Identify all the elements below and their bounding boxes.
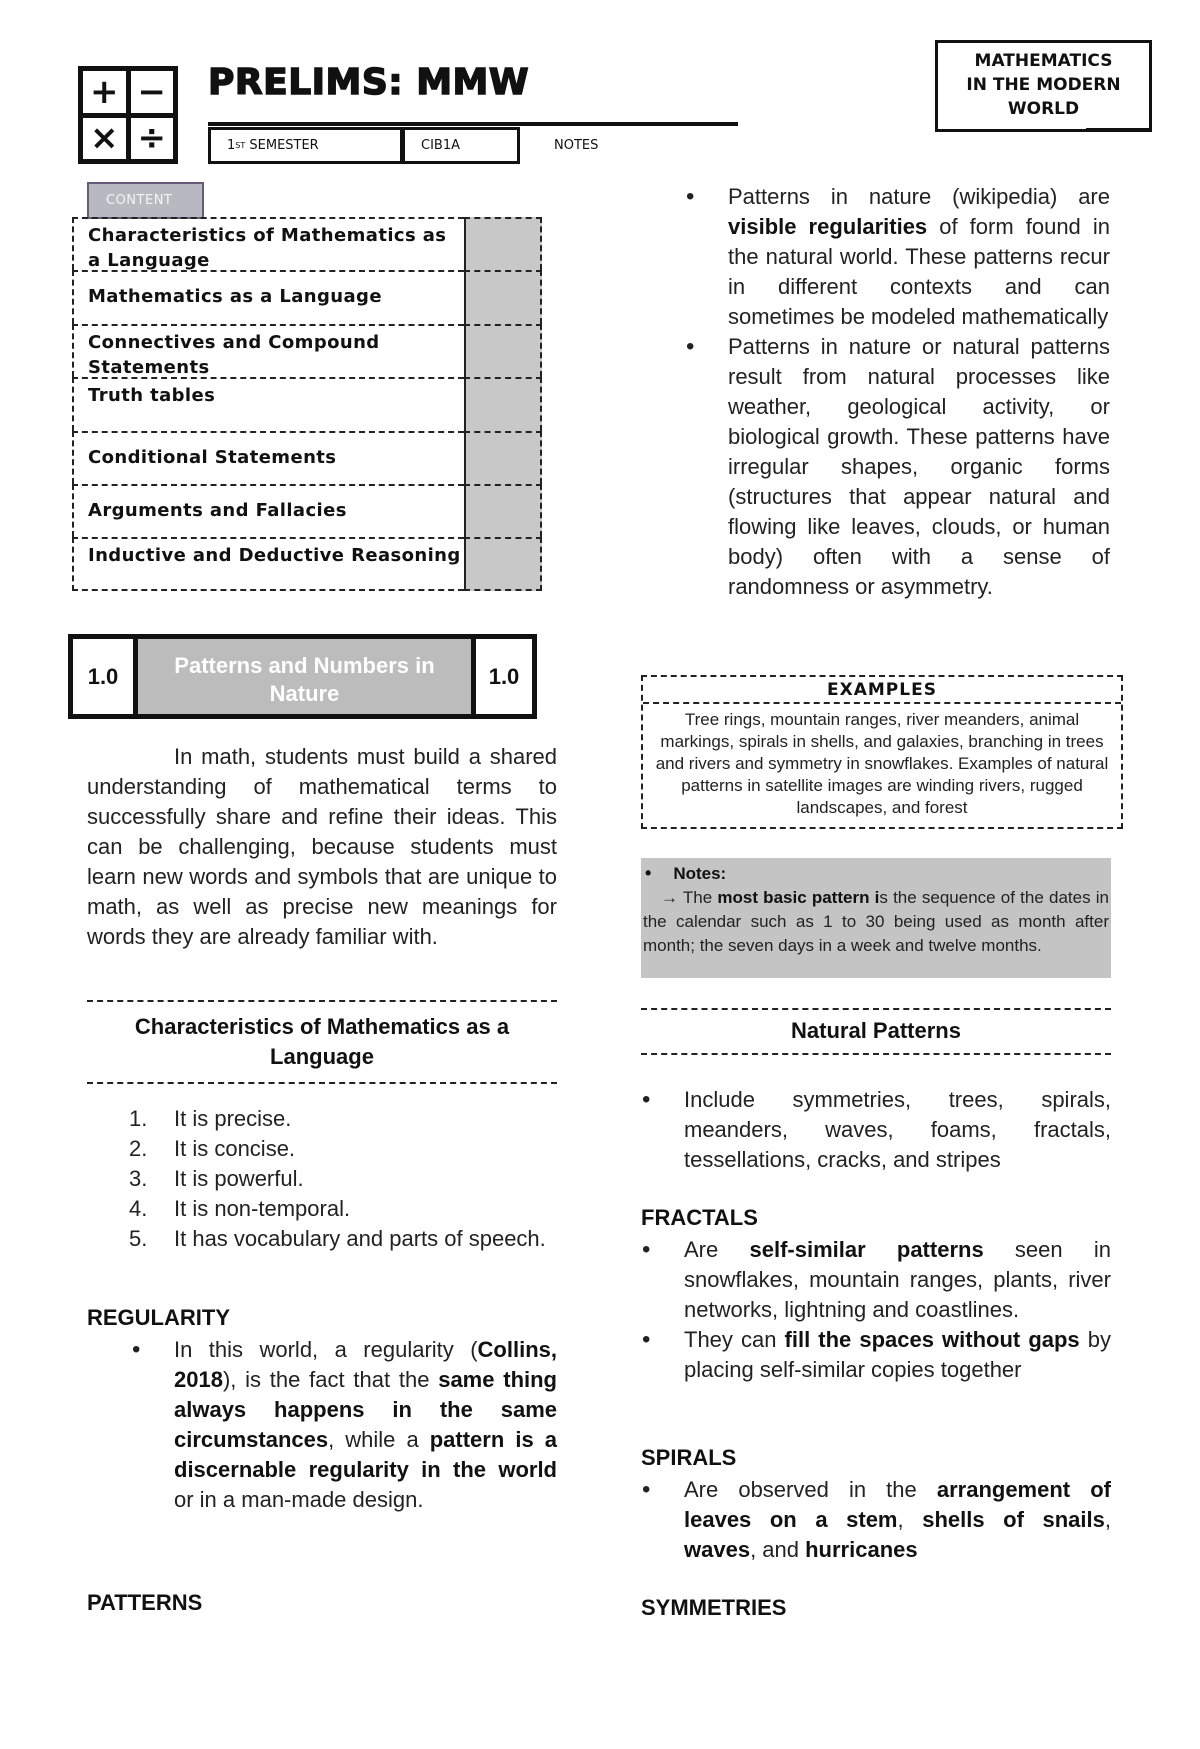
bold-run: waves [684,1537,751,1562]
characteristics-list [129,1104,557,1254]
list-item [129,1104,557,1134]
subject-box [935,40,1152,132]
text-run: Patterns in nature (wikipedia) are [728,184,1110,209]
notes-box [641,858,1111,978]
meta-bar [208,127,670,164]
list-item-text: It is concise. [174,1136,296,1161]
text-run: Are [684,1237,750,1262]
section-number-left: 1.0 [73,639,133,714]
subject-line: WORLD [1007,99,1080,119]
toc-row [72,537,542,590]
list-item [129,1164,557,1194]
list-number: 2. [129,1136,148,1161]
text-run: , while a [328,1427,430,1452]
toc-item: Inductive and Deductive Reasoning [72,537,464,590]
title-divider [208,122,738,126]
toc-check-box [464,484,542,537]
toc-item: Connectives and Compound Statements [72,324,464,377]
spirals-list [684,1475,1111,1565]
semester-word: SEMESTER [245,138,319,153]
plus-icon: + [83,71,126,113]
fractals-list [684,1235,1111,1385]
text-run: or in a man-made design. [174,1487,424,1512]
bold-run: pattern is a discernable regularity in the world [174,1427,557,1482]
list-item [728,182,1110,332]
text-run: Patterns in nature or natural patterns result from natural processes like weather, geological activity, or biological growth. These patterns have irregular shapes, organic forms (structures that appear natural and flowing like leaves, clouds, or human body) often with a sense of randomness or asymmetry. [728,334,1110,599]
bold-run: Collins, 2018 [174,1337,557,1392]
list-item: • Include symmetries, trees, spirals, meanders, waves, foams, fractals, tessellations, cracks, and stripes [684,1085,1111,1175]
list-item [174,1335,557,1515]
toc-check-box [464,431,542,484]
text-run: of form found in the natural world. These patterns recur in different contexts and can sometimes be modeled mathematically [728,214,1110,329]
toc-item: Characteristics of Mathematics as a Language [72,217,464,270]
bullet-icon: • [645,863,652,883]
section-label: CIB1A [403,127,520,164]
spirals-heading: SPIRALS [641,1445,737,1470]
section-number-right: 1.0 [476,639,532,714]
divider [641,1008,1111,1010]
minus-icon: − [131,71,174,113]
toc-item: Arguments and Fallacies [72,484,464,537]
text-run: , [1104,1507,1111,1532]
toc-row [72,431,542,484]
list-item [684,1475,1111,1565]
divider [87,1082,557,1084]
natural-patterns-heading: Natural Patterns [791,1018,961,1043]
notes-title: Notes: [673,864,727,883]
examples-box [641,675,1123,829]
bold-run: hurricanes [805,1537,918,1562]
bold-run: same thing always happens in the same circumstances [174,1367,557,1452]
subject-line: IN THE MODERN [966,75,1121,95]
text-run: In this world, a regularity ( [174,1337,478,1362]
list-number: 4. [129,1196,148,1221]
list-item [728,332,1110,602]
text-run: by placing self-similar copies together [684,1327,1111,1382]
notes-text [643,886,1109,958]
divide-icon: ÷ [131,118,174,160]
text-run: Are observed in the [684,1477,937,1502]
fractals-heading: FRACTALS [641,1205,758,1230]
list-item-text: It has vocabulary and parts of speech. [174,1226,546,1251]
notes-label: NOTES [554,138,599,153]
bold-run: self-similar patterns [749,1237,984,1262]
subject-line: MATHEMATICS [974,51,1113,71]
toc-row [72,217,542,270]
examples-title: EXAMPLES [643,677,1121,704]
natural-patterns-list [684,1085,1111,1175]
toc-item: Mathematics as a Language [72,270,464,323]
intro-paragraph: In math, students must build a shared understanding of mathematical terms to successfully share and refine their ideas. This can be challenging, because students must learn new words and symbols that are unique to math, as well as precise new meanings for words they are already familiar with. [87,744,557,949]
list-item [684,1325,1111,1385]
toc-row [72,324,542,377]
list-item [684,1235,1111,1325]
table-of-contents [72,217,542,591]
times-icon: × [83,118,126,160]
list-number: 5. [129,1226,148,1251]
text-run: , [897,1507,923,1532]
text-run: s the sequence of the dates in the calendar such as 1 to 30 being used as month after month; the seven days in a week and twelve months. [643,888,1109,955]
text-run: ), is the fact that the [222,1367,439,1392]
list-number: 1. [129,1106,148,1131]
nature-patterns-list [728,182,1110,602]
bold-run: shells of snails [922,1507,1105,1532]
semester-suffix: ST [235,141,246,150]
list-item-text: It is non-temporal. [174,1196,351,1221]
calculator-logo [78,66,178,164]
toc-row [72,270,542,323]
toc-row [72,377,542,430]
examples-body: Tree rings, mountain ranges, river meanders, animal markings, spirals in shells, and galaxies, branching in trees and rivers and symmetry in snowflakes. Examples of natural patterns in satellite images are winding rivers, rugged landscapes, and forest [655,710,1109,817]
text-run: They can [684,1327,785,1352]
semester-label [208,127,403,164]
list-item [129,1224,557,1254]
semester-number: 1 [227,138,236,153]
divider [641,1053,1111,1055]
bold-run: arrangement of leaves on a stem [684,1477,1111,1532]
subject-underline [1086,128,1152,132]
bold-run: fill the spaces without gaps [784,1327,1080,1352]
content-tab: CONTENT [87,182,204,219]
list-item-text: It is powerful. [174,1166,304,1191]
toc-item: Truth tables [72,377,464,430]
regularity-list [174,1335,557,1515]
symmetries-heading: SYMMETRIES [641,1595,787,1620]
list-item [129,1194,557,1224]
text-run: , and [750,1537,806,1562]
toc-check-box [464,324,542,377]
bold-run: most basic pattern i [717,888,880,907]
patterns-heading: PATTERNS [87,1590,203,1615]
list-item [129,1134,557,1164]
divider [87,1000,557,1002]
bold-run: visible regularities [728,214,928,239]
toc-check-box [464,377,542,430]
page-title: PRELIMS: MMW [208,62,530,103]
toc-item: Conditional Statements [72,431,464,484]
list-item-text: It is precise. [174,1106,292,1131]
toc-check-box [464,270,542,323]
text-run: → The [661,888,718,907]
regularity-heading: REGULARITY [87,1305,230,1330]
toc-check-box [464,537,542,590]
characteristics-heading: Characteristics of Mathematics as a Language [134,1014,510,1069]
section-title: Patterns and Numbers in Nature [138,639,471,714]
section-header [68,634,537,719]
toc-row [72,484,542,537]
notes-label [643,861,1109,886]
toc-check-box [464,217,542,270]
list-number: 3. [129,1166,148,1191]
text-run: seen in snowflakes, mountain ranges, plants, river networks, lightning and coastlines. [684,1237,1111,1322]
